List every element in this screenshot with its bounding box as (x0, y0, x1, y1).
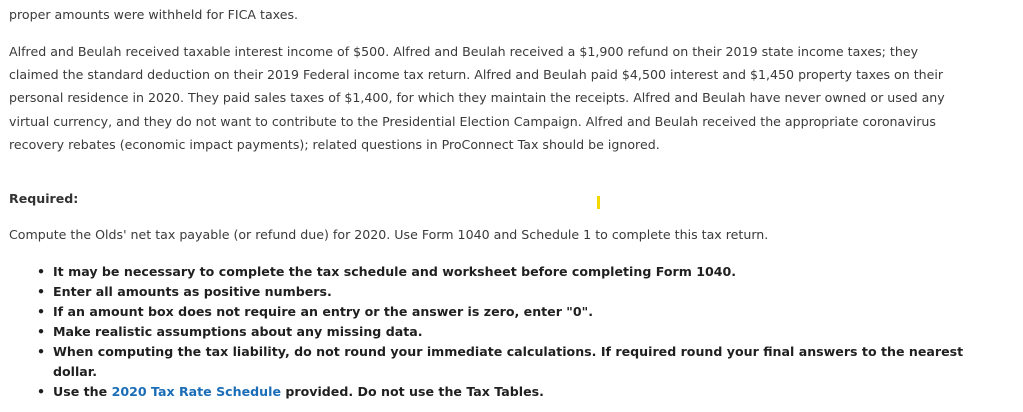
instruction-item (9, 382, 969, 402)
instruction-item (9, 302, 969, 322)
instruction-suffix: provided. Do not use the Tax Tables. (281, 384, 544, 399)
compute-instruction: Compute the Olds' net tax payable (or refund due) for 2020. Use Form 1040 and Schedule 1 to complete this tax return. (9, 227, 769, 242)
text-cursor-marker (597, 196, 600, 209)
instruction-text: When computing the tax liability, do not round your immediate calculations. If required round your final answers to the nearest dollar. (53, 344, 964, 379)
instruction-item (9, 262, 969, 282)
tax-rate-schedule-link[interactable]: 2020 Tax Rate Schedule (111, 384, 281, 399)
bullet-icon: • (37, 304, 46, 319)
instruction-text: If an amount box does not require an entry or the answer is zero, enter "0". (53, 304, 593, 319)
bullet-icon: • (37, 284, 46, 299)
instruction-text: Enter all amounts as positive numbers. (53, 284, 332, 299)
problem-paragraph: Alfred and Beulah received taxable interest income of $500. Alfred and Beulah received a $1,900 refund on their 2019 state income taxes; they claimed the standard deduction on their 2019 Federal income tax return. Alfred and Beulah paid $4,500 interest and $1,450 property taxes on their personal residence in 2020. They paid sales taxes of $1,400, for which they maintain the receipts. Alfred and Beulah have never owned or used any virtual currency, and they do not want to contribute to the Presidential Election Campaign. Alfred and Beulah received the appropriate coronavirus recovery rebates (economic impact payments); related questions in ProConnect Tax should be ignored. (9, 44, 945, 152)
required-heading: Required: (9, 191, 79, 206)
bullet-icon: • (37, 384, 46, 399)
bullet-icon: • (37, 324, 46, 339)
intro-fragment: proper amounts were withheld for FICA taxes. (9, 7, 299, 22)
instruction-list (9, 262, 969, 402)
instruction-text: It may be necessary to complete the tax schedule and worksheet before completing Form 1040. (53, 264, 737, 279)
instruction-item (9, 342, 969, 382)
bullet-icon: • (37, 344, 46, 359)
instruction-item (9, 282, 969, 302)
instruction-item (9, 322, 969, 342)
instruction-text: Make realistic assumptions about any missing data. (53, 324, 423, 339)
instruction-prefix: Use the (53, 384, 112, 399)
bullet-icon: • (37, 264, 46, 279)
